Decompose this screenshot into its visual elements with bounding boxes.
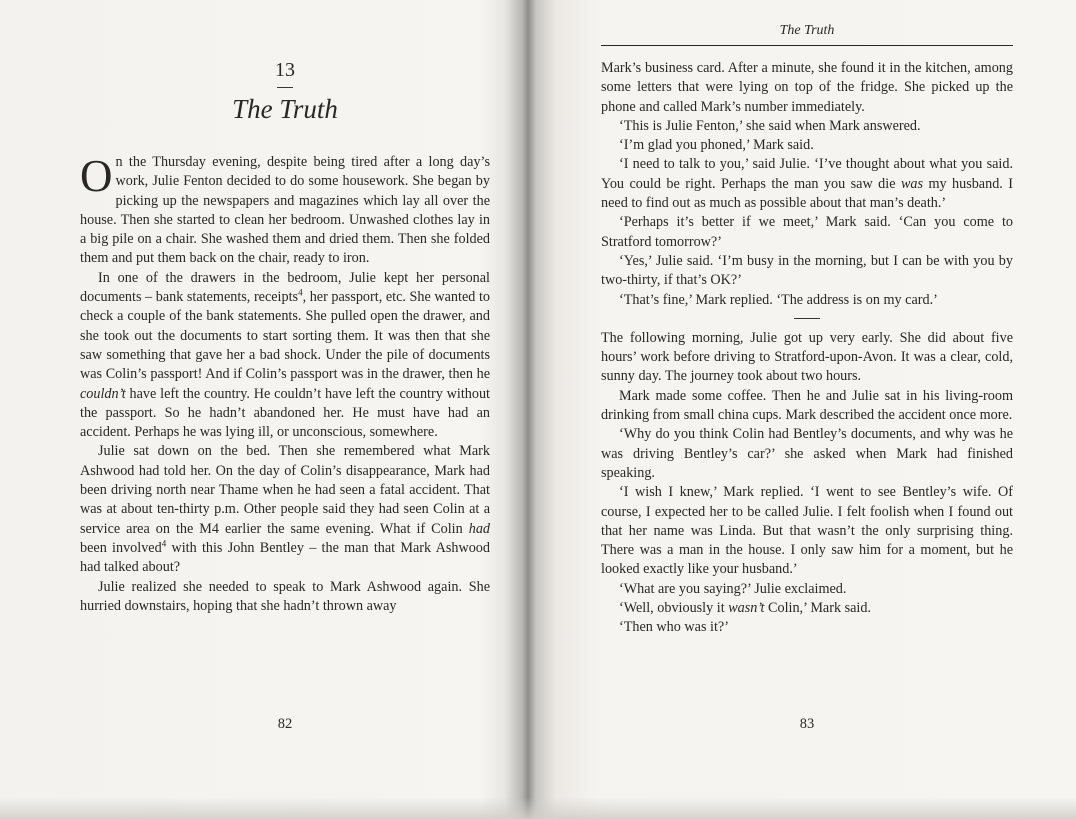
- chapter-number: 13: [275, 59, 295, 81]
- page-number: 82: [277, 716, 293, 732]
- paragraph-text: , her passport, etc. She wanted to check a couple of the bank statements. She pulled open the drawer, and she took out the documents to start sorting them. It was then that she saw something that gave her a bad shock. Under the pile of documents was Colin’s passport! And if Colin’s passport was in the drawer, then he: [80, 289, 490, 383]
- section-break: [794, 318, 820, 319]
- paragraph: ‘Then who was it?’: [619, 619, 729, 636]
- running-head: The Truth: [779, 23, 835, 38]
- paragraph: [80, 153, 490, 269]
- chapter-number-underline: [277, 87, 293, 88]
- paragraph-text: In one of the drawers in the bedroom, Julie kept her personal documents – bank statements, receipts: [80, 269, 490, 306]
- paragraph: ‘That’s fine,’ Mark replied. ‘The address is on my card.’: [619, 291, 938, 308]
- footnote-marker: 4: [161, 538, 167, 549]
- paragraph-text: my husband. I need to find out as much as possible about that man’s death.’: [601, 175, 1013, 212]
- right-page-body: [601, 59, 1013, 638]
- paragraph-text: been involved: [80, 539, 162, 556]
- paragraph-text: with this John Bentley – the man that Mark Ashwood had talked about?: [80, 539, 490, 576]
- right-page: [538, 0, 1076, 819]
- paragraph: ‘Perhaps it’s better if we meet,’ Mark said. ‘Can you come to Stratford tomorrow?’: [601, 214, 1013, 250]
- page-number: 83: [799, 716, 815, 732]
- emphasis: wasn’t: [728, 600, 765, 617]
- footnote-marker: 4: [298, 287, 303, 298]
- paragraph-text: Julie sat down on the bed. Then she remembered what Mark Ashwood had told her. On the day of Colin’s disappearance, Mark had been driving north near Thame when he had seen a fatal accident. That was at about ten-thirty p.m. Other people said they had seen Colin at a service area on the M4 earlier the same evening. What if Colin: [80, 443, 490, 537]
- page-bottom-shadow: [0, 797, 1076, 819]
- paragraph: ‘This is Julie Fenton,’ she said when Mark answered.: [619, 117, 921, 134]
- emphasis: had: [468, 520, 490, 537]
- emphasis: couldn’t: [80, 385, 126, 402]
- paragraph: Mark’s business card. After a minute, she found it in the kitchen, among some letters that were lying on top of the fridge. She picked up the phone and called Mark’s number immediately.: [601, 60, 1013, 115]
- drop-cap: O: [80, 151, 113, 201]
- paragraph: [80, 269, 490, 443]
- paragraph-text: have left the country. He couldn’t have left the country without the passport. So he hadn’t abandoned her. He must have had an accident. Perhaps he was lying ill, or unconscious, somewhere.: [80, 385, 490, 441]
- paragraph: ‘Why do you think Colin had Bentley’s documents, and why was he was driving Bentley’s car?’ she asked when Mark had finished speaking.: [601, 426, 1013, 481]
- paragraph: [601, 599, 1013, 618]
- chapter-title: The Truth: [232, 94, 338, 124]
- paragraph: The following morning, Julie got up very early. She did about five hours’ work before driving to Stratford-upon-Avon. It was a clear, cold, sunny day. The journey took about two hours.: [601, 329, 1013, 385]
- paragraph: Julie realized she needed to speak to Mark Ashwood again. She hurried downstairs, hoping that she hadn’t thrown away: [80, 578, 490, 614]
- emphasis: was: [900, 175, 924, 192]
- paragraph: [80, 442, 490, 577]
- paragraph-text: Colin,’ Mark said.: [764, 600, 871, 617]
- paragraph-text: n the Thursday evening, despite being tired after a long day’s work, Julie Fenton decided to do some housework. She began by picking up the newspapers and magazines which lay all over the house. Then she started to clean her bedroom. Unwashed clothes lay in a big pile on a chair. She washed them and dried them. Then she folded them and put them back on the chair, ready to iron.: [80, 154, 490, 267]
- paragraph: ‘I’m glad you phoned,’ Mark said.: [619, 137, 814, 154]
- paragraph: ‘What are you saying?’ Julie exclaimed.: [619, 580, 847, 597]
- paragraph-text: ‘Well, obviously it: [619, 600, 729, 617]
- paragraph: [601, 155, 1013, 213]
- paragraph: ‘I wish I knew,’ Mark replied. ‘I went to see Bentley’s wife. Of course, I expected her to be called Julie. I felt foolish when I found out that her name was Linda. But that wasn’t the only surprising thing. There was a man in the house. I only saw him for a moment, but he looked exactly like your husband.’: [601, 484, 1013, 578]
- left-page-body: [80, 153, 490, 616]
- running-head-rule: [601, 45, 1013, 46]
- paragraph: ‘Yes,’ Julie said. ‘I’m busy in the morning, but I can be with you by two-thirty, if that’s OK?’: [601, 252, 1013, 289]
- paragraph: Mark made some coffee. Then he and Julie sat in his living-room drinking from small china cups. Mark described the accident once more.: [601, 387, 1013, 424]
- paragraph-text: ‘I need to talk to you,’ said Julie. ‘I’ve thought about what you said. You could be right. Perhaps the man you saw die: [601, 156, 1013, 192]
